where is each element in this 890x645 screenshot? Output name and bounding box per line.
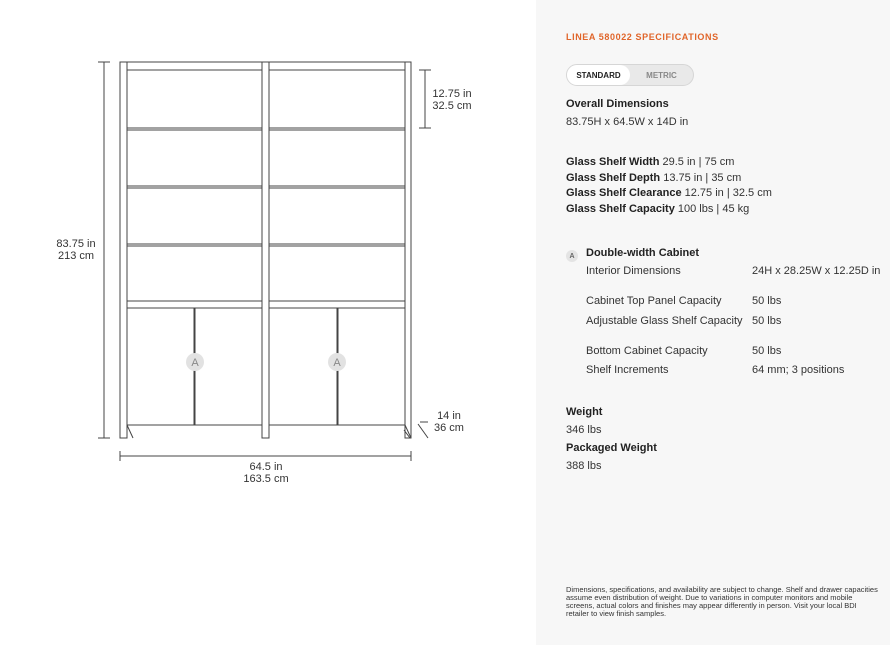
- overall-dimensions-heading: Overall Dimensions: [566, 98, 669, 110]
- depth-indicator: [418, 424, 428, 438]
- width-imperial: 64.5 in: [249, 461, 283, 473]
- depth-metric: 36 cm: [434, 422, 464, 434]
- packaged-weight-value: 388 lbs: [566, 460, 602, 472]
- packaged-weight-heading: Packaged Weight: [566, 442, 657, 454]
- cabinet-top-right: [269, 301, 405, 308]
- cabinet-spec-value: 64 mm; 3 positions: [752, 364, 845, 376]
- glass-shelf-width-label: Glass Shelf Width: [566, 156, 660, 168]
- height-metric: 213 cm: [57, 250, 95, 262]
- center-upright: [262, 62, 269, 438]
- shelf-label: [428, 88, 476, 112]
- callout-a-left-letter: A: [191, 357, 199, 369]
- cabinet-title: Double-width Cabinet: [586, 247, 700, 259]
- cabinet-spec-label: Cabinet Top Panel Capacity: [586, 295, 722, 307]
- glass-shelf-capacity-label: Glass Shelf Capacity: [566, 203, 675, 215]
- depth-label: [428, 410, 470, 434]
- height-label: [48, 238, 104, 262]
- cabinet-top-left: [127, 301, 262, 308]
- glass-shelf-clearance-label: Glass Shelf Clearance: [566, 187, 682, 199]
- left-upright: [120, 62, 127, 438]
- cabinet-spec-label: Adjustable Glass Shelf Capacity: [586, 315, 743, 327]
- right-upright: [405, 62, 411, 438]
- weight-heading: Weight: [566, 406, 603, 418]
- units-toggle: [566, 64, 694, 86]
- door-left-a: [127, 308, 194, 425]
- height-imperial: 83.75 in: [56, 238, 96, 250]
- glass-shelf-clearance: [566, 187, 772, 199]
- cabinet-spec-value: 50 lbs: [752, 315, 782, 327]
- door-right-b: [338, 308, 405, 425]
- weight-value: 346 lbs: [566, 424, 602, 436]
- glass-shelf-capacity: [566, 203, 749, 215]
- callout-badge: A: [566, 250, 578, 262]
- glass-shelf-width: [566, 156, 734, 168]
- door-right-a: [269, 308, 337, 425]
- glass-shelf-clearance-value: 12.75 in | 32.5 cm: [684, 187, 772, 199]
- glass-shelf-depth-value: 13.75 in | 35 cm: [663, 172, 742, 184]
- glass-shelf-depth-label: Glass Shelf Depth: [566, 172, 661, 184]
- metric-units-button[interactable]: METRIC: [646, 70, 677, 80]
- cabinet-spec-label: Interior Dimensions: [586, 265, 681, 277]
- cabinet-spec-value: 50 lbs: [752, 345, 782, 357]
- cabinet-spec-value: 24H x 28.25W x 12.25D in: [752, 265, 881, 277]
- cabinet-spec-label: Shelf Increments: [586, 364, 669, 376]
- width-metric: 163.5 cm: [243, 473, 289, 485]
- overall-dimensions-value: 83.75H x 64.5W x 14D in: [566, 116, 689, 128]
- glass-shelf-width-value: 29.5 in | 75 cm: [662, 156, 735, 168]
- top-panel-right: [269, 62, 405, 70]
- callout-a-right-letter: A: [333, 357, 341, 369]
- disclaimer-text: Dimensions, specifications, and availability are subject to change. Shelf and drawer capacities assume even distribution of weight. Due to variations in computer monitors and mobile screens, actual colors and finishes may appear differently in person. Visit your local BDI retailer to view finish samples.: [566, 585, 878, 618]
- specifications-title: LINEA 580022 SPECIFICATIONS: [566, 32, 719, 42]
- width-label: [236, 461, 296, 485]
- cabinet-spec-label: Bottom Cabinet Capacity: [586, 345, 708, 357]
- door-left-b: [195, 308, 262, 425]
- depth-imperial: 14 in: [437, 410, 461, 422]
- specifications-panel: [536, 0, 890, 645]
- glass-shelf-depth: [566, 172, 741, 184]
- glass-shelf-capacity-value: 100 lbs | 45 kg: [677, 203, 750, 215]
- shelf-imperial: 12.75 in: [432, 88, 472, 100]
- cabinet-spec-value: 50 lbs: [752, 295, 782, 307]
- top-panel-left: [127, 62, 262, 70]
- standard-units-button[interactable]: STANDARD: [567, 65, 630, 85]
- shelf-metric: 32.5 cm: [432, 100, 472, 112]
